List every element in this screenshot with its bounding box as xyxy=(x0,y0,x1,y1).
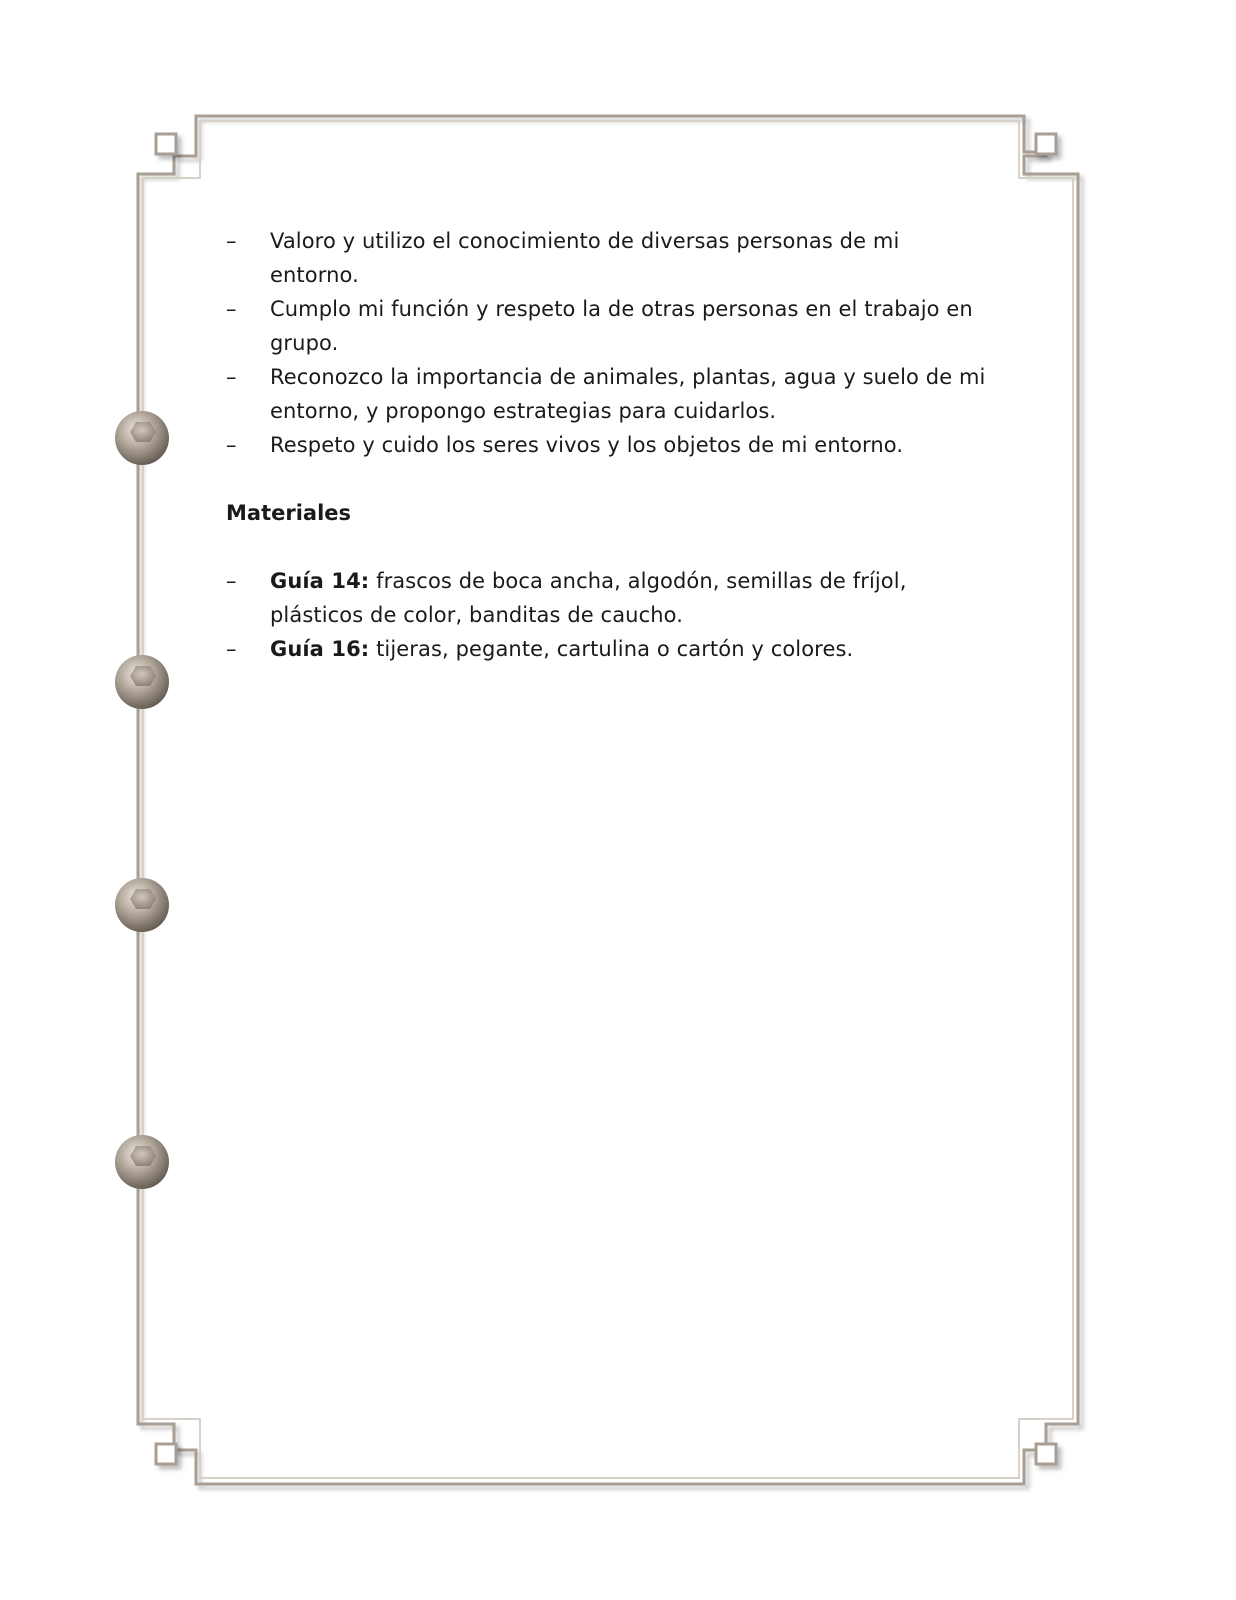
values-list xyxy=(226,224,986,462)
list-item-text: frascos de boca ancha, algodón, semillas de fríjol, plásticos de color, banditas de caucho. xyxy=(270,569,907,627)
page-content xyxy=(226,224,986,666)
materials-list xyxy=(226,564,986,666)
list-item-text: tijeras, pegante, cartulina o cartón y colores. xyxy=(369,637,854,661)
list-item xyxy=(226,632,986,666)
guide-label: Guía 14: xyxy=(270,569,370,593)
dash-bullet: – xyxy=(226,297,237,321)
list-item xyxy=(226,292,986,360)
dash-bullet: – xyxy=(226,569,237,593)
list-item xyxy=(226,360,986,428)
materials-heading: Materiales xyxy=(226,501,352,525)
list-item-text: Reconozco la importancia de animales, plantas, agua y suelo de mi entorno, y propongo estrategias para cuidarlos. xyxy=(270,365,986,423)
list-item xyxy=(226,428,986,462)
list-item-text: Valoro y utilizo el conocimiento de diversas personas de mi entorno. xyxy=(270,229,900,287)
list-item xyxy=(226,224,986,292)
dash-bullet: – xyxy=(226,637,237,661)
guide-label: Guía 16: xyxy=(270,637,370,661)
list-item-text: Cumplo mi función y respeto la de otras personas en el trabajo en grupo. xyxy=(270,297,973,355)
list-item xyxy=(226,564,986,632)
dash-bullet: – xyxy=(226,229,237,253)
list-item-text: Respeto y cuido los seres vivos y los objetos de mi entorno. xyxy=(270,433,904,457)
dash-bullet: – xyxy=(226,433,237,457)
dash-bullet: – xyxy=(226,365,237,389)
